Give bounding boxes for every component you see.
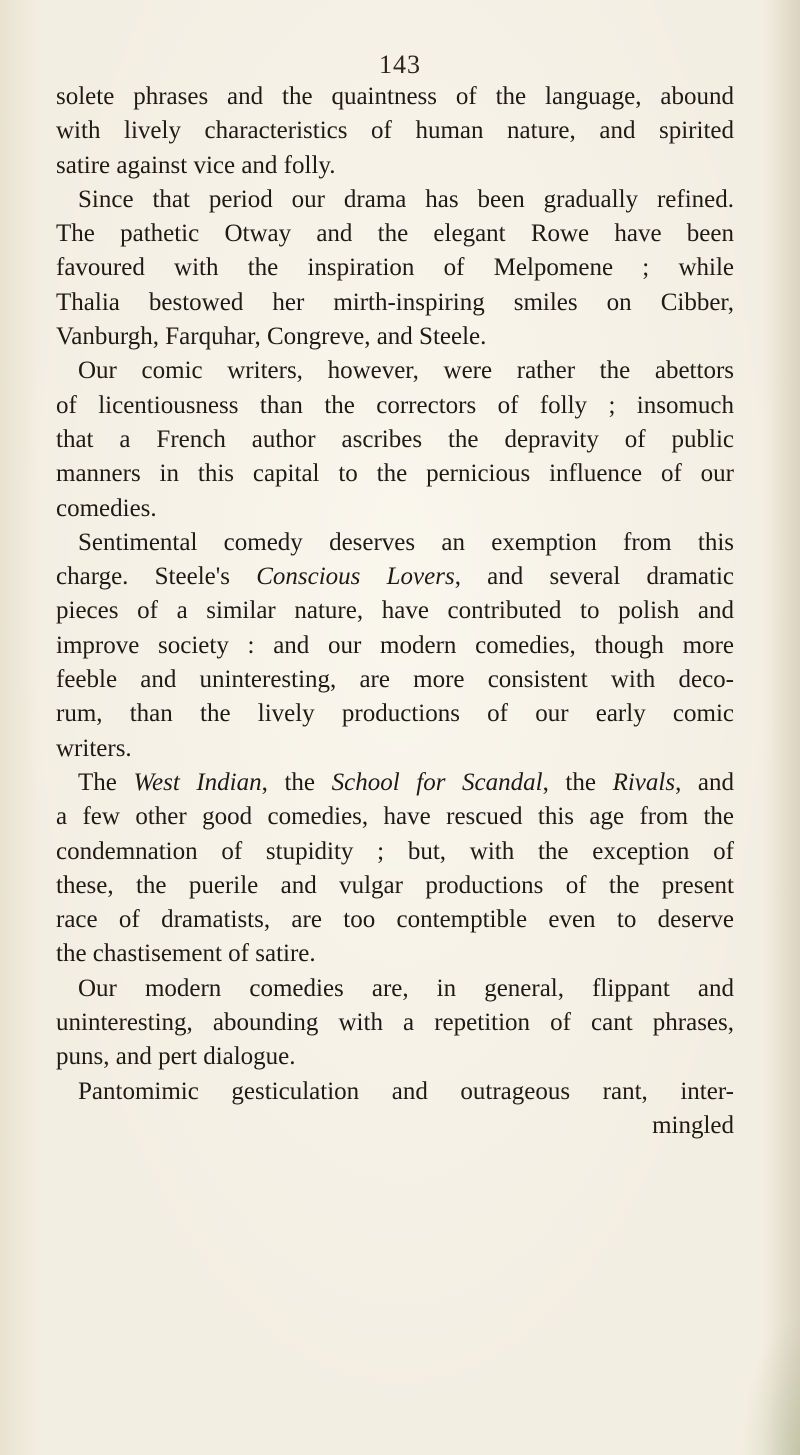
page-number: 143 bbox=[379, 50, 421, 79]
text-line: that a French author ascribes the depravity of public bbox=[56, 425, 734, 453]
italic-title: School for Scandal bbox=[331, 768, 543, 796]
text-line: writers. bbox=[56, 734, 132, 762]
text-line: puns, and pert dialogue. bbox=[56, 1043, 296, 1071]
text-run: , the bbox=[261, 768, 332, 796]
text-line: favoured with the inspiration of Melpomene ; while bbox=[56, 254, 734, 282]
italic-title: Rivals bbox=[612, 768, 676, 796]
text-line: condemnation of stupidity ; but, with the exception of bbox=[56, 837, 734, 865]
text-line: feeble and uninteresting, are more consistent with deco- bbox=[56, 666, 734, 694]
text-run: , and several dramatic bbox=[454, 563, 734, 591]
text-line: Since that period our drama has been gradually refined. bbox=[78, 185, 734, 213]
text-line: satire against vice and folly. bbox=[56, 151, 336, 179]
text-line: Our modern comedies are, in general, flippant and bbox=[78, 974, 734, 1002]
italic-title: West Indian bbox=[133, 768, 262, 796]
text-line: The pathetic Otway and the elegant Rowe have been bbox=[56, 220, 734, 248]
text-line: these, the puerile and vulgar productions of the present bbox=[56, 871, 734, 899]
text-line: with lively characteristics of human nature, and spirited bbox=[56, 117, 734, 145]
text-run: The bbox=[78, 768, 134, 796]
text-line: manners in this capital to the pernicious influence of our bbox=[56, 460, 734, 488]
text-line: comedies. bbox=[56, 494, 157, 522]
text-line: Our comic writers, however, were rather the abettors bbox=[78, 357, 734, 385]
corner-stain bbox=[740, 1315, 800, 1455]
text-line: Thalia bestowed her mirth-inspiring smiles on Cibber, bbox=[56, 288, 734, 316]
text-line: uninteresting, abounding with a repetition of cant phrases, bbox=[56, 1009, 734, 1037]
text-line: of licentiousness than the correctors of folly ; insomuch bbox=[56, 391, 734, 419]
page-edge-shadow bbox=[770, 0, 800, 1455]
text-line: Sentimental comedy deserves an exemption from this bbox=[78, 528, 734, 556]
text-line: a few other good comedies, have rescued this age from the bbox=[56, 803, 734, 831]
text-line: solete phrases and the quaintness of the language, abound bbox=[56, 83, 734, 110]
body-text bbox=[56, 80, 734, 1143]
text-line: Vanburgh, Farquhar, Congreve, and Steele. bbox=[56, 323, 487, 351]
text-line: improve society : and our modern comedies, though more bbox=[56, 631, 734, 659]
text-run: charge. Steele's bbox=[56, 563, 257, 591]
text-line: mingled bbox=[652, 1111, 734, 1139]
text-line: Pantomimic gesticulation and outrageous rant, inter- bbox=[78, 1077, 734, 1105]
text-line: pieces of a similar nature, have contributed to polish and bbox=[56, 597, 734, 625]
italic-title: Conscious Lovers bbox=[256, 563, 455, 591]
text-line bbox=[56, 560, 734, 594]
text-line: the chastisement of satire. bbox=[56, 940, 316, 968]
text-line bbox=[56, 766, 734, 800]
text-line: race of dramatists, are too contemptible even to deserve bbox=[56, 906, 734, 934]
text-line: rum, than the lively productions of our early comic bbox=[56, 700, 734, 728]
text-run: , the bbox=[542, 768, 613, 796]
text-run: , and bbox=[675, 768, 735, 796]
